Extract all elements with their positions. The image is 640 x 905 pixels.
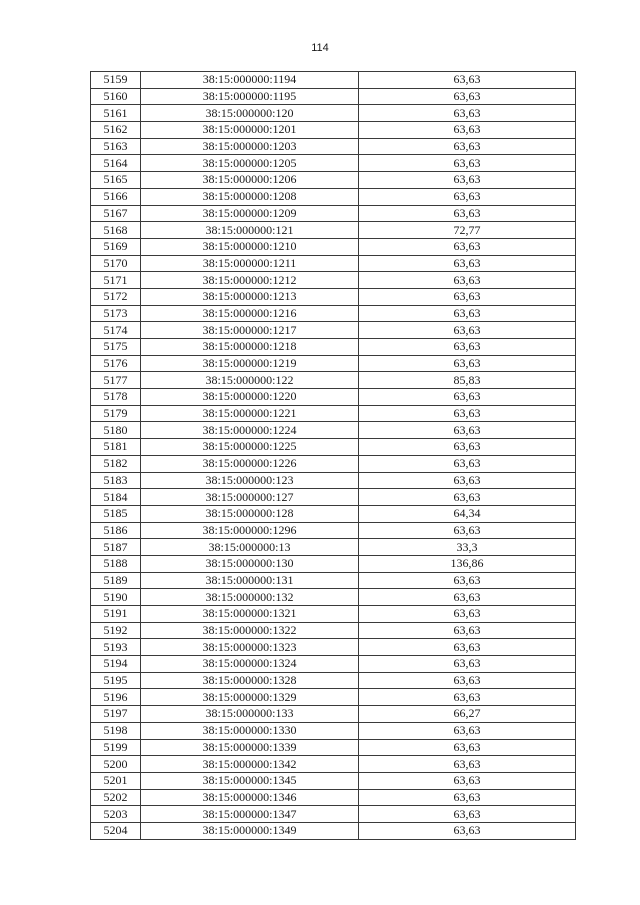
value-cell: 63,63 (359, 288, 576, 305)
row-number-cell: 5165 (91, 172, 141, 189)
table-row (91, 288, 576, 305)
row-number-cell: 5174 (91, 322, 141, 339)
row-number-cell: 5180 (91, 422, 141, 439)
table-row (91, 672, 576, 689)
table-row (91, 72, 576, 89)
value-cell: 63,63 (359, 622, 576, 639)
row-number-cell: 5203 (91, 806, 141, 823)
cadastral-number-cell: 38:15:000000:131 (141, 572, 359, 589)
value-cell: 63,63 (359, 572, 576, 589)
cadastral-number-cell: 38:15:000000:1218 (141, 339, 359, 356)
value-cell: 63,63 (359, 205, 576, 222)
value-cell: 63,63 (359, 255, 576, 272)
page-number: 114 (311, 42, 329, 54)
value-cell: 63,63 (359, 88, 576, 105)
cadastral-number-cell: 38:15:000000:1346 (141, 789, 359, 806)
value-cell: 63,63 (359, 138, 576, 155)
value-cell: 66,27 (359, 706, 576, 723)
cadastral-number-cell: 38:15:000000:121 (141, 222, 359, 239)
cadastral-number-cell: 38:15:000000:122 (141, 372, 359, 389)
table-row (91, 706, 576, 723)
cadastral-number-cell: 38:15:000000:1329 (141, 689, 359, 706)
row-number-cell: 5193 (91, 639, 141, 656)
cadastral-number-cell: 38:15:000000:1347 (141, 806, 359, 823)
value-cell: 63,63 (359, 172, 576, 189)
cadastral-number-cell: 38:15:000000:1349 (141, 822, 359, 839)
value-cell: 63,63 (359, 405, 576, 422)
row-number-cell: 5167 (91, 205, 141, 222)
cadastral-number-cell: 38:15:000000:1342 (141, 756, 359, 773)
table-row (91, 88, 576, 105)
row-number-cell: 5196 (91, 689, 141, 706)
cadastral-number-cell: 38:15:000000:1219 (141, 355, 359, 372)
cadastral-number-cell: 38:15:000000:13 (141, 539, 359, 556)
value-cell: 63,63 (359, 238, 576, 255)
table-row (91, 122, 576, 139)
row-number-cell: 5175 (91, 339, 141, 356)
table-row (91, 656, 576, 673)
cadastral-number-cell: 38:15:000000:1194 (141, 72, 359, 89)
table-row (91, 522, 576, 539)
cadastral-number-cell: 38:15:000000:1220 (141, 389, 359, 406)
cadastral-number-cell: 38:15:000000:1210 (141, 238, 359, 255)
row-number-cell: 5194 (91, 656, 141, 673)
table-row (91, 589, 576, 606)
table-row (91, 505, 576, 522)
cadastral-number-cell: 38:15:000000:1212 (141, 272, 359, 289)
row-number-cell: 5173 (91, 305, 141, 322)
value-cell: 63,63 (359, 188, 576, 205)
value-cell: 63,63 (359, 606, 576, 623)
cadastral-number-cell: 38:15:000000:1208 (141, 188, 359, 205)
row-number-cell: 5199 (91, 739, 141, 756)
table-row (91, 205, 576, 222)
row-number-cell: 5187 (91, 539, 141, 556)
table-body (91, 72, 576, 840)
cadastral-number-cell: 38:15:000000:1205 (141, 155, 359, 172)
value-cell: 63,63 (359, 522, 576, 539)
table-row (91, 622, 576, 639)
table-row (91, 739, 576, 756)
value-cell: 63,63 (359, 305, 576, 322)
row-number-cell: 5188 (91, 555, 141, 572)
cadastral-number-cell: 38:15:000000:128 (141, 505, 359, 522)
row-number-cell: 5178 (91, 389, 141, 406)
row-number-cell: 5182 (91, 455, 141, 472)
row-number-cell: 5198 (91, 722, 141, 739)
cadastral-number-cell: 38:15:000000:1201 (141, 122, 359, 139)
table-row (91, 772, 576, 789)
row-number-cell: 5162 (91, 122, 141, 139)
row-number-cell: 5171 (91, 272, 141, 289)
table-row (91, 472, 576, 489)
cadastral-number-cell: 38:15:000000:1203 (141, 138, 359, 155)
data-table (90, 71, 576, 840)
row-number-cell: 5184 (91, 489, 141, 506)
value-cell: 64,34 (359, 505, 576, 522)
value-cell: 63,63 (359, 722, 576, 739)
value-cell: 63,63 (359, 322, 576, 339)
row-number-cell: 5176 (91, 355, 141, 372)
value-cell: 63,63 (359, 489, 576, 506)
cadastral-number-cell: 38:15:000000:1206 (141, 172, 359, 189)
table-row (91, 138, 576, 155)
value-cell: 63,63 (359, 639, 576, 656)
row-number-cell: 5191 (91, 606, 141, 623)
table-row (91, 405, 576, 422)
value-cell: 63,63 (359, 756, 576, 773)
cadastral-number-cell: 38:15:000000:1225 (141, 439, 359, 456)
value-cell: 63,63 (359, 422, 576, 439)
value-cell: 72,77 (359, 222, 576, 239)
value-cell: 63,63 (359, 772, 576, 789)
value-cell: 63,63 (359, 455, 576, 472)
value-cell: 63,63 (359, 122, 576, 139)
row-number-cell: 5201 (91, 772, 141, 789)
cadastral-number-cell: 38:15:000000:1324 (141, 656, 359, 673)
table-row (91, 639, 576, 656)
value-cell: 63,63 (359, 72, 576, 89)
table-row (91, 555, 576, 572)
table-row (91, 455, 576, 472)
value-cell: 33,3 (359, 539, 576, 556)
row-number-cell: 5159 (91, 72, 141, 89)
table-row (91, 222, 576, 239)
value-cell: 63,63 (359, 806, 576, 823)
cadastral-number-cell: 38:15:000000:1339 (141, 739, 359, 756)
value-cell: 63,63 (359, 105, 576, 122)
cadastral-number-cell: 38:15:000000:1322 (141, 622, 359, 639)
table-row (91, 238, 576, 255)
table-row (91, 255, 576, 272)
cadastral-number-cell: 38:15:000000:1226 (141, 455, 359, 472)
value-cell: 63,63 (359, 689, 576, 706)
cadastral-number-cell: 38:15:000000:1209 (141, 205, 359, 222)
table-row (91, 806, 576, 823)
row-number-cell: 5200 (91, 756, 141, 773)
table-row (91, 105, 576, 122)
cadastral-number-cell: 38:15:000000:1345 (141, 772, 359, 789)
row-number-cell: 5169 (91, 238, 141, 255)
row-number-cell: 5190 (91, 589, 141, 606)
table-row (91, 322, 576, 339)
row-number-cell: 5189 (91, 572, 141, 589)
cadastral-number-cell: 38:15:000000:1328 (141, 672, 359, 689)
row-number-cell: 5163 (91, 138, 141, 155)
row-number-cell: 5164 (91, 155, 141, 172)
table-row (91, 689, 576, 706)
value-cell: 63,63 (359, 789, 576, 806)
cadastral-number-cell: 38:15:000000:1217 (141, 322, 359, 339)
row-number-cell: 5179 (91, 405, 141, 422)
cadastral-number-cell: 38:15:000000:1216 (141, 305, 359, 322)
table-row (91, 272, 576, 289)
value-cell: 63,63 (359, 339, 576, 356)
row-number-cell: 5161 (91, 105, 141, 122)
value-cell: 63,63 (359, 389, 576, 406)
value-cell: 63,63 (359, 355, 576, 372)
table-row (91, 789, 576, 806)
table-row (91, 355, 576, 372)
row-number-cell: 5192 (91, 622, 141, 639)
value-cell: 63,63 (359, 589, 576, 606)
value-cell: 63,63 (359, 472, 576, 489)
table-row (91, 489, 576, 506)
table-row (91, 155, 576, 172)
cadastral-number-cell: 38:15:000000:132 (141, 589, 359, 606)
table-row (91, 439, 576, 456)
table-row (91, 606, 576, 623)
row-number-cell: 5185 (91, 505, 141, 522)
table-row (91, 305, 576, 322)
row-number-cell: 5204 (91, 822, 141, 839)
row-number-cell: 5166 (91, 188, 141, 205)
row-number-cell: 5177 (91, 372, 141, 389)
value-cell: 63,63 (359, 272, 576, 289)
value-cell: 63,63 (359, 439, 576, 456)
row-number-cell: 5181 (91, 439, 141, 456)
table-row (91, 756, 576, 773)
cadastral-number-cell: 38:15:000000:123 (141, 472, 359, 489)
row-number-cell: 5160 (91, 88, 141, 105)
cadastral-number-cell: 38:15:000000:1195 (141, 88, 359, 105)
cadastral-number-cell: 38:15:000000:127 (141, 489, 359, 506)
table-row (91, 172, 576, 189)
row-number-cell: 5168 (91, 222, 141, 239)
value-cell: 63,63 (359, 739, 576, 756)
value-cell: 85,83 (359, 372, 576, 389)
table-row (91, 539, 576, 556)
table-row (91, 389, 576, 406)
row-number-cell: 5170 (91, 255, 141, 272)
cadastral-number-cell: 38:15:000000:1224 (141, 422, 359, 439)
table-row (91, 339, 576, 356)
cadastral-number-cell: 38:15:000000:130 (141, 555, 359, 572)
cadastral-number-cell: 38:15:000000:1221 (141, 405, 359, 422)
cadastral-number-cell: 38:15:000000:1211 (141, 255, 359, 272)
table-row (91, 722, 576, 739)
cadastral-number-cell: 38:15:000000:1321 (141, 606, 359, 623)
value-cell: 63,63 (359, 155, 576, 172)
value-cell: 63,63 (359, 672, 576, 689)
row-number-cell: 5195 (91, 672, 141, 689)
cadastral-number-cell: 38:15:000000:120 (141, 105, 359, 122)
value-cell: 136,86 (359, 555, 576, 572)
table-row (91, 422, 576, 439)
cadastral-number-cell: 38:15:000000:133 (141, 706, 359, 723)
table-row (91, 188, 576, 205)
row-number-cell: 5197 (91, 706, 141, 723)
row-number-cell: 5172 (91, 288, 141, 305)
cadastral-number-cell: 38:15:000000:1330 (141, 722, 359, 739)
value-cell: 63,63 (359, 822, 576, 839)
row-number-cell: 5202 (91, 789, 141, 806)
cadastral-number-cell: 38:15:000000:1323 (141, 639, 359, 656)
table-row (91, 572, 576, 589)
cadastral-number-cell: 38:15:000000:1296 (141, 522, 359, 539)
table-row (91, 822, 576, 839)
row-number-cell: 5186 (91, 522, 141, 539)
value-cell: 63,63 (359, 656, 576, 673)
table-row (91, 372, 576, 389)
row-number-cell: 5183 (91, 472, 141, 489)
cadastral-number-cell: 38:15:000000:1213 (141, 288, 359, 305)
